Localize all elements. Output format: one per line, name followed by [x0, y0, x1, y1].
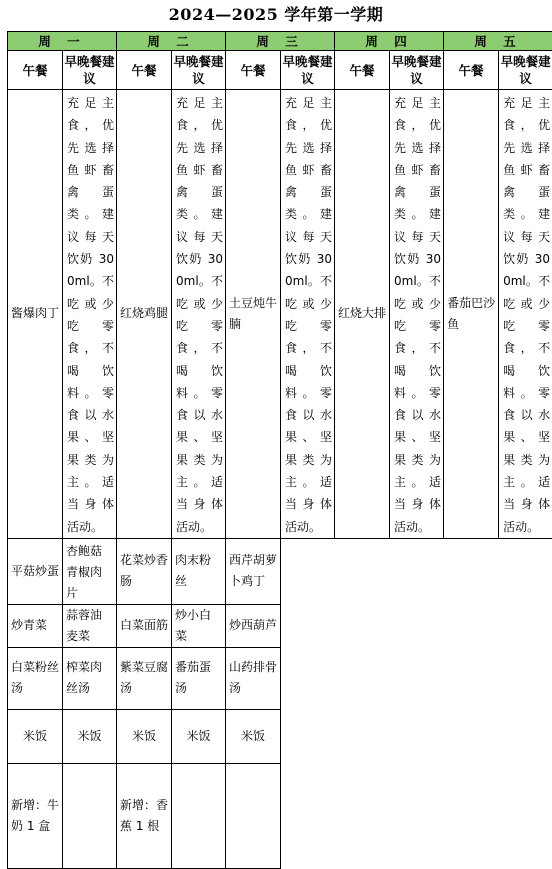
advice-header: 早晚餐建议 — [172, 51, 226, 90]
day-header-wed: 周 三 — [226, 32, 335, 51]
meal-cell: 新增：香蕉 1 根 — [117, 763, 172, 868]
meal-cell: 榨菜肉丝汤 — [63, 647, 117, 709]
day-header-row — [8, 32, 552, 51]
advice-cell: 充足主食，优先选择鱼虾畜禽蛋类。建议每天饮奶 300ml。不吃或少吃零食，不喝饮料。零食以水果、坚果类为主。适当身体活动。 — [172, 90, 226, 539]
meal-cell: 米饭 — [63, 709, 117, 763]
meal-cell: 土豆炖牛腩 — [226, 90, 281, 539]
meal-cell: 红烧鸡腿 — [117, 90, 172, 539]
meal-cell: 紫菜豆腐汤 — [117, 647, 172, 709]
advice-cell: 充足主食，优先选择鱼虾畜禽蛋类。建议每天饮奶 300ml。不吃或少吃零食，不喝饮料。零食以水果、坚果类为主。适当身体活动。 — [63, 90, 117, 539]
menu-body-row — [8, 709, 552, 763]
lunch-menu-table — [7, 31, 552, 869]
menu-body-row — [8, 604, 552, 647]
meal-cell: 西芹胡萝卜鸡丁 — [226, 538, 281, 604]
lunch-header: 午餐 — [444, 51, 499, 90]
meal-cell: 米饭 — [172, 709, 226, 763]
menu-body-row — [8, 538, 552, 604]
meal-cell: 番茄蛋汤 — [172, 647, 226, 709]
page-title: 2024—2025 学年第一学期 — [0, 0, 552, 30]
meal-cell — [63, 763, 117, 868]
meal-cell: 杏鲍菇青椒肉片 — [63, 538, 117, 604]
meal-cell: 新增：牛奶 1 盒 — [8, 763, 63, 868]
day-header-tue: 周 二 — [117, 32, 226, 51]
menu-body-row — [8, 647, 552, 709]
meal-cell: 米饭 — [8, 709, 63, 763]
lunch-header: 午餐 — [226, 51, 281, 90]
lunch-header: 午餐 — [8, 51, 63, 90]
meal-cell: 花菜炒香肠 — [117, 538, 172, 604]
day-header-fri: 周 五 — [444, 32, 552, 51]
meal-cell — [172, 763, 226, 868]
meal-cell: 山药排骨汤 — [226, 647, 281, 709]
meal-cell: 炒青菜 — [8, 604, 63, 647]
column-header-row — [8, 51, 552, 90]
meal-cell: 番茄巴沙鱼 — [444, 90, 499, 539]
meal-cell: 米饭 — [117, 709, 172, 763]
lunch-header: 午餐 — [335, 51, 390, 90]
meal-cell: 炒小白菜 — [172, 604, 226, 647]
day-header-thu: 周 四 — [335, 32, 444, 51]
meal-cell: 炒西葫芦 — [226, 604, 281, 647]
meal-cell: 白菜粉丝汤 — [8, 647, 63, 709]
advice-header: 早晚餐建议 — [281, 51, 335, 90]
advice-header: 早晚餐建议 — [390, 51, 444, 90]
meal-cell: 酱爆肉丁 — [8, 90, 63, 539]
meal-cell: 红烧大排 — [335, 90, 390, 539]
meal-cell: 肉末粉丝 — [172, 538, 226, 604]
day-header-mon: 周 一 — [8, 32, 117, 51]
menu-body-row — [8, 90, 552, 539]
advice-cell: 充足主食，优先选择鱼虾畜禽蛋类。建议每天饮奶 300ml。不吃或少吃零食，不喝饮料。零食以水果、坚果类为主。适当身体活动。 — [281, 90, 335, 539]
advice-header: 早晚餐建议 — [499, 51, 552, 90]
advice-cell: 充足主食，优先选择鱼虾畜禽蛋类。建议每天饮奶 300ml。不吃或少吃零食，不喝饮料。零食以水果、坚果类为主。适当身体活动。 — [499, 90, 552, 539]
menu-body-row — [8, 763, 552, 868]
lunch-header: 午餐 — [117, 51, 172, 90]
meal-cell: 米饭 — [226, 709, 281, 763]
advice-header: 早晚餐建议 — [63, 51, 117, 90]
meal-cell — [226, 763, 281, 868]
meal-cell: 白菜面筋 — [117, 604, 172, 647]
meal-cell: 蒜蓉油麦菜 — [63, 604, 117, 647]
meal-cell: 平菇炒蛋 — [8, 538, 63, 604]
advice-cell: 充足主食，优先选择鱼虾畜禽蛋类。建议每天饮奶 300ml。不吃或少吃零食，不喝饮料。零食以水果、坚果类为主。适当身体活动。 — [390, 90, 444, 539]
